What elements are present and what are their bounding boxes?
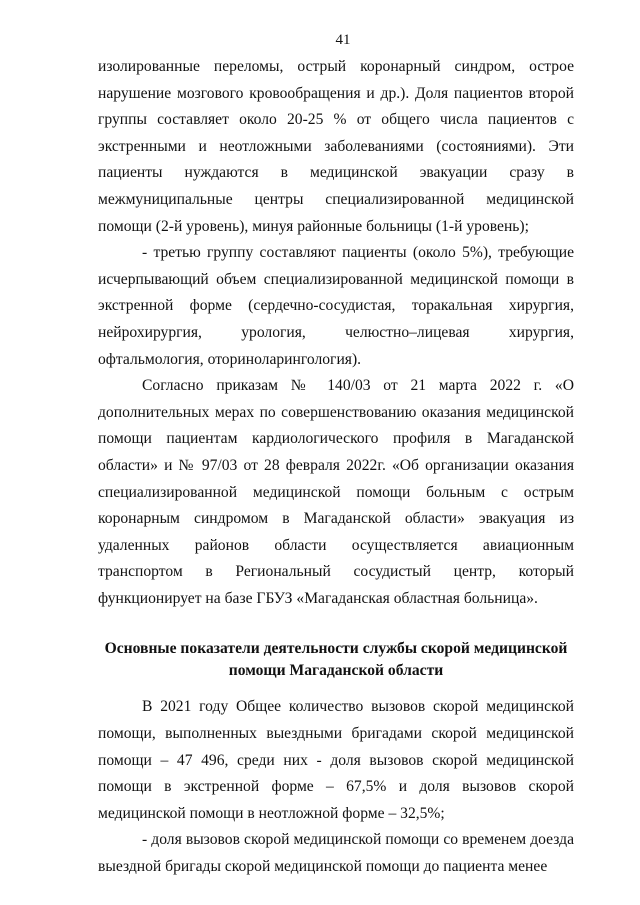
- section-heading: Основные показатели деятельности службы скорой медицинской помощи Магаданской области: [104, 640, 568, 680]
- paragraph-group-three: - третью группу составляют пациенты (около 5%), требующие исчерпывающий объем специализированной медицинской помощи в экстренной форме (сердечно-сосудистая, торакальная хирургия, нейрохирургия, урология, челюстно–лицевая хирургия, офтальмология, оториноларингология).: [98, 244, 574, 368]
- page-number: 41: [335, 32, 351, 48]
- paragraph-group-two: изолированные переломы, острый коронарный синдром, острое нарушение мозгового кровообращения и др.). Доля пациентов второй группы составляет около 20-25 % от общего числа пациентов с экстренными и неотложными заболеваниями (состояниями). Эти пациенты нуждаются в медицинской эвакуации сразу в межмуниципальные центры специализированной медицинской помощи (2-й уровень), минуя районные больницы (1-й уровень);: [98, 58, 574, 235]
- paragraph-calls-2021: В 2021 году Общее количество вызовов скорой медицинской помощи, выполненных выездными бригадами скорой медицинской помощи – 47 496, среди них - доля вызовов скорой медицинской помощи в экстренной форме – 67,5% и доля вызовов скорой медицинской помощи в неотложной форме – 32,5%;: [98, 698, 574, 822]
- paragraph-arrival-time: - доля вызовов скорой медицинской помощи со временем доезда выездной бригады скорой медицинской помощи до пациента менее: [98, 831, 574, 876]
- paragraph-orders: Согласно приказам № 140/03 от 21 марта 2022 г. «О дополнительных мерах по совершенствованию оказания медицинской помощи пациентам кардиологического профиля в Магаданской области» и № 97/03 от 28 февраля 2022г. «Об организации оказания специализированной медицинской помощи больным с острым коронарным синдромом в Магаданской области» эвакуация из удаленных районов области осуществляется авиационным транспортом в Региональный сосудистый центр, который функционирует на базе ГБУЗ «Магаданская областная больница».: [98, 377, 574, 607]
